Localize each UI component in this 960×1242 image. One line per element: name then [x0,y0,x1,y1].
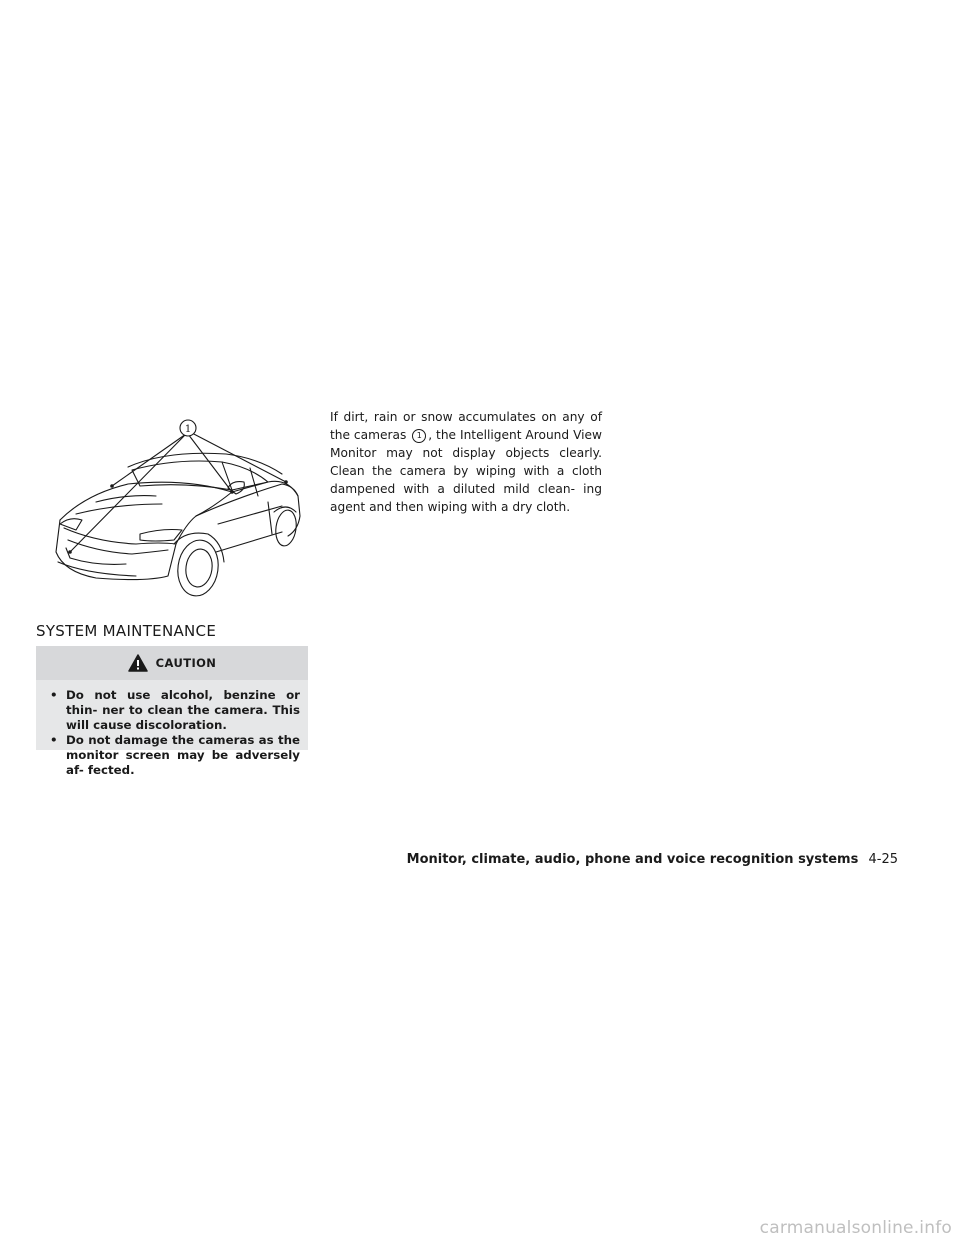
car-line-drawing [36,412,308,612]
callout-label: 1 [184,424,192,435]
caution-item: • Do not use alcohol, benzine or thin- ner to clean the camera. This will cause discoloration. [44,688,300,733]
section-title: SYSTEM MAINTENANCE [36,622,217,640]
car-camera-illustration [36,412,308,612]
page-number: 4-25 [868,852,898,867]
footer-section-title: Monitor, climate, audio, phone and voice recognition systems [406,852,859,867]
caution-list [36,680,308,778]
caution-box [36,646,308,777]
warning-icon [128,654,148,672]
caution-title: CAUTION [155,656,217,670]
page-footer [0,852,898,867]
caution-item: • Do not damage the cameras as the monitor screen may be adversely af- fected. [44,733,300,778]
paragraph-text-end: , the Intelligent Around View Monitor may not display objects clearly. Clean the camera by wiping with a cloth dampened with a diluted mild clean- ing agent and then wiping with a dry cloth. [330,428,602,514]
paragraph-text-start: If dirt, rain or snow accumulates on any of the cameras [330,410,602,442]
maintenance-paragraph [330,408,602,516]
watermark: carmanualsonline.info [759,1218,952,1238]
callout-reference: 1 [412,429,426,443]
caution-header [36,646,308,680]
